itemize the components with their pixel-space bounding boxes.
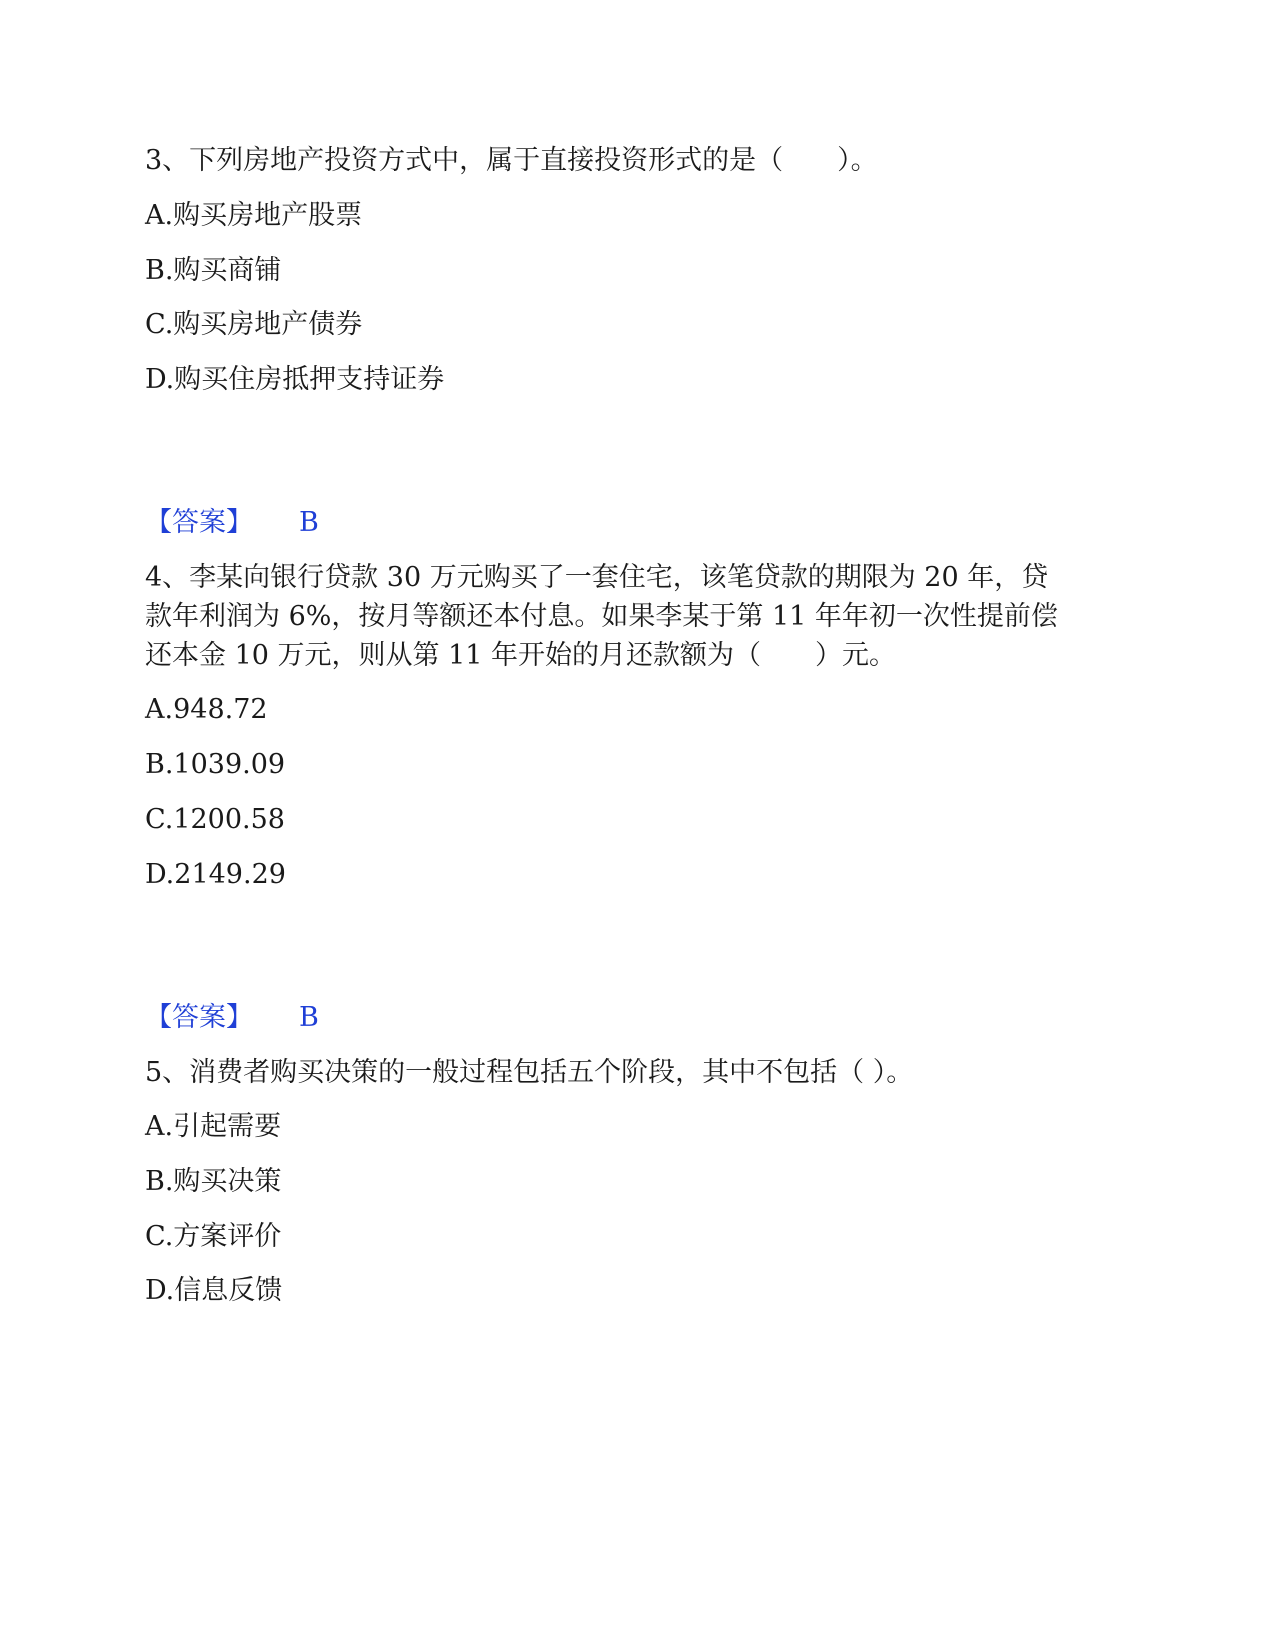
question-4-stem-line-3: 还本金 10 万元，则从第 11 年开始的月还款额为（ ）元。 xyxy=(145,640,897,671)
question-3-option-d: D.购买住房抵押支持证券 xyxy=(145,364,445,395)
question-3-option-b: B.购买商铺 xyxy=(145,255,282,286)
answer-label: 【答案】 xyxy=(145,1002,253,1033)
question-4-option-b: B.1039.09 xyxy=(145,749,286,780)
question-4-option-d: D.2149.29 xyxy=(145,859,286,890)
question-5-option-c: C.方案评价 xyxy=(145,1221,282,1252)
question-3-option-c: C.购买房地产债券 xyxy=(145,309,363,340)
question-4-stem-line-1: 4、李某向银行贷款 30 万元购买了一套住宅，该笔贷款的期限为 20 年，贷 xyxy=(145,562,1049,593)
question-3-stem: 3、下列房地产投资方式中，属于直接投资形式的是（ ）。 xyxy=(145,145,878,176)
question-5-option-b: B.购买决策 xyxy=(145,1166,282,1197)
question-5-option-a: A.引起需要 xyxy=(145,1111,282,1142)
question-4-option-a: A.948.72 xyxy=(145,694,268,725)
question-3-answer xyxy=(145,503,319,543)
question-4-stem-line-2: 款年利润为 6%，按月等额还本付息。如果李某于第 11 年年初一次性提前偿 xyxy=(145,601,1058,632)
answer-label: 【答案】 xyxy=(145,507,253,538)
question-4-option-c: C.1200.58 xyxy=(145,804,285,835)
question-4-answer xyxy=(145,998,319,1038)
question-3-option-a: A.购买房地产股票 xyxy=(145,200,363,231)
answer-value: B xyxy=(299,507,319,538)
question-5-option-d: D.信息反馈 xyxy=(145,1275,283,1306)
answer-value: B xyxy=(299,1002,319,1033)
question-5-stem: 5、消费者购买决策的一般过程包括五个阶段，其中不包括（ ）。 xyxy=(145,1057,914,1088)
